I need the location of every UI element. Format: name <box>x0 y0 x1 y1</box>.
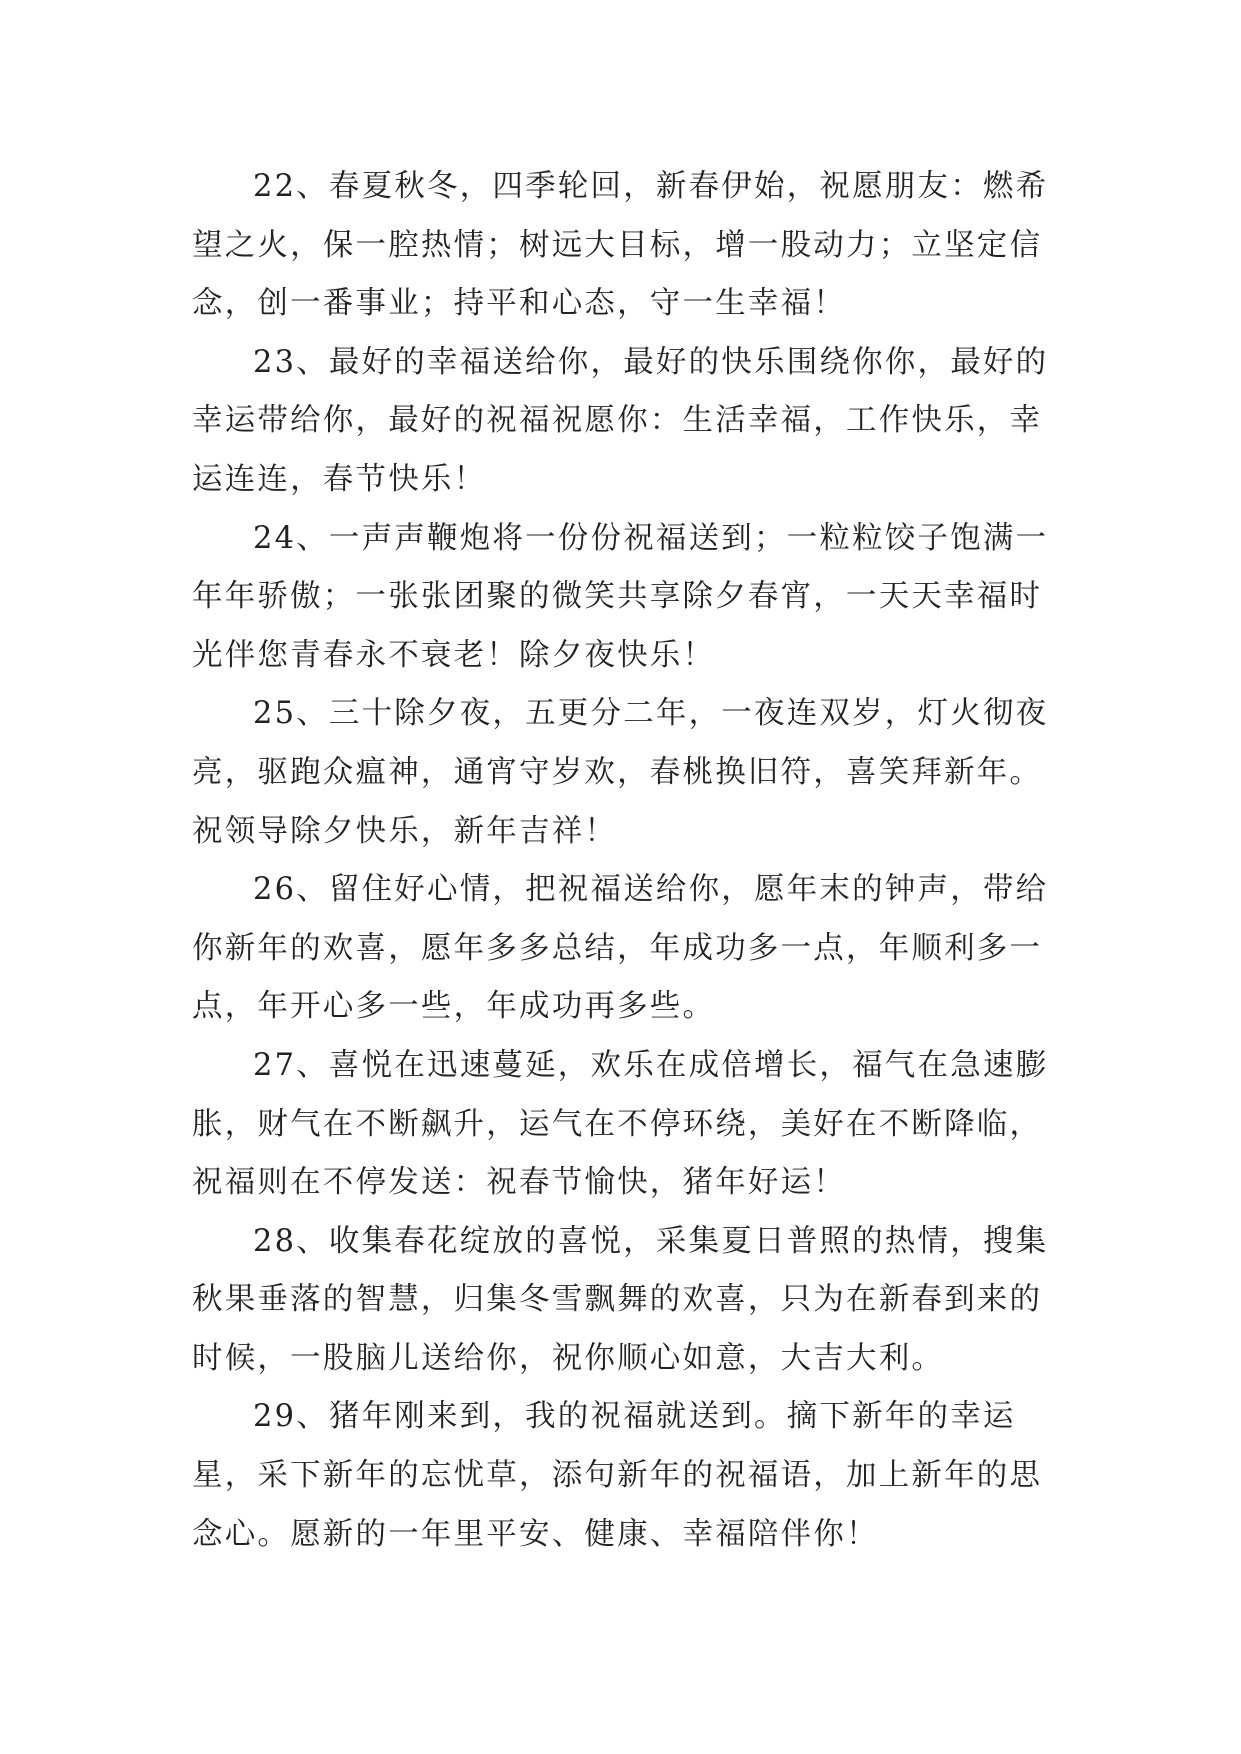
paragraph-27: 27、喜悦在迅速蔓延，欢乐在成倍增长，福气在急速膨胀，财气在不断飙升，运气在不停环绕，美好在不断降临，祝福则在不停发送：祝春节愉快，猪年好运！ <box>192 1047 1049 1201</box>
paragraph-24: 24、一声声鞭炮将一份份祝福送到；一粒粒饺子饱满一年年骄傲；一张张团聚的微笑共享除夕春宵，一天天幸福时光伴您青春永不衰老！除夕夜快乐！ <box>192 520 1049 673</box>
paragraph-29: 29、猪年刚来到，我的祝福就送到。摘下新年的幸运星，采下新年的忘忧草，添句新年的祝福语，加上新年的思念心。愿新的一年里平安、健康、幸福陪伴你！ <box>192 1399 1043 1552</box>
paragraph-28: 28、收集春花绽放的喜悦，采集夏日普照的热情，搜集秋果垂落的智慧，归集冬雪飘舞的欢喜，只为在新春到来的时候，一股脑儿送给你，祝你顺心如意，大吉大利。 <box>192 1223 1049 1376</box>
paragraph-26: 26、留住好心情，把祝福送给你，愿年末的钟声，带给你新年的欢喜，愿年多多总结，年成功多一点，年顺利多一点，年开心多一些，年成功再多些。 <box>192 872 1049 1025</box>
document-body <box>192 158 1060 1564</box>
paragraph-25: 25、三十除夕夜，五更分二年，一夜连双岁，灯火彻夜亮，驱跑众瘟神，通宵守岁欢，春桃换旧符，喜笑拜新年。祝领导除夕快乐，新年吉祥！ <box>192 696 1049 849</box>
paragraph-23: 23、最好的幸福送给你，最好的快乐围绕你你，最好的幸运带给你，最好的祝福祝愿你：生活幸福，工作快乐，幸运连连，春节快乐！ <box>192 344 1049 497</box>
paragraph-22: 22、春夏秋冬，四季轮回，新春伊始，祝愿朋友：燃希望之火，保一腔热情；树远大目标，增一股动力；立坚定信念，创一番事业；持平和心态，守一生幸福！ <box>192 169 1049 322</box>
